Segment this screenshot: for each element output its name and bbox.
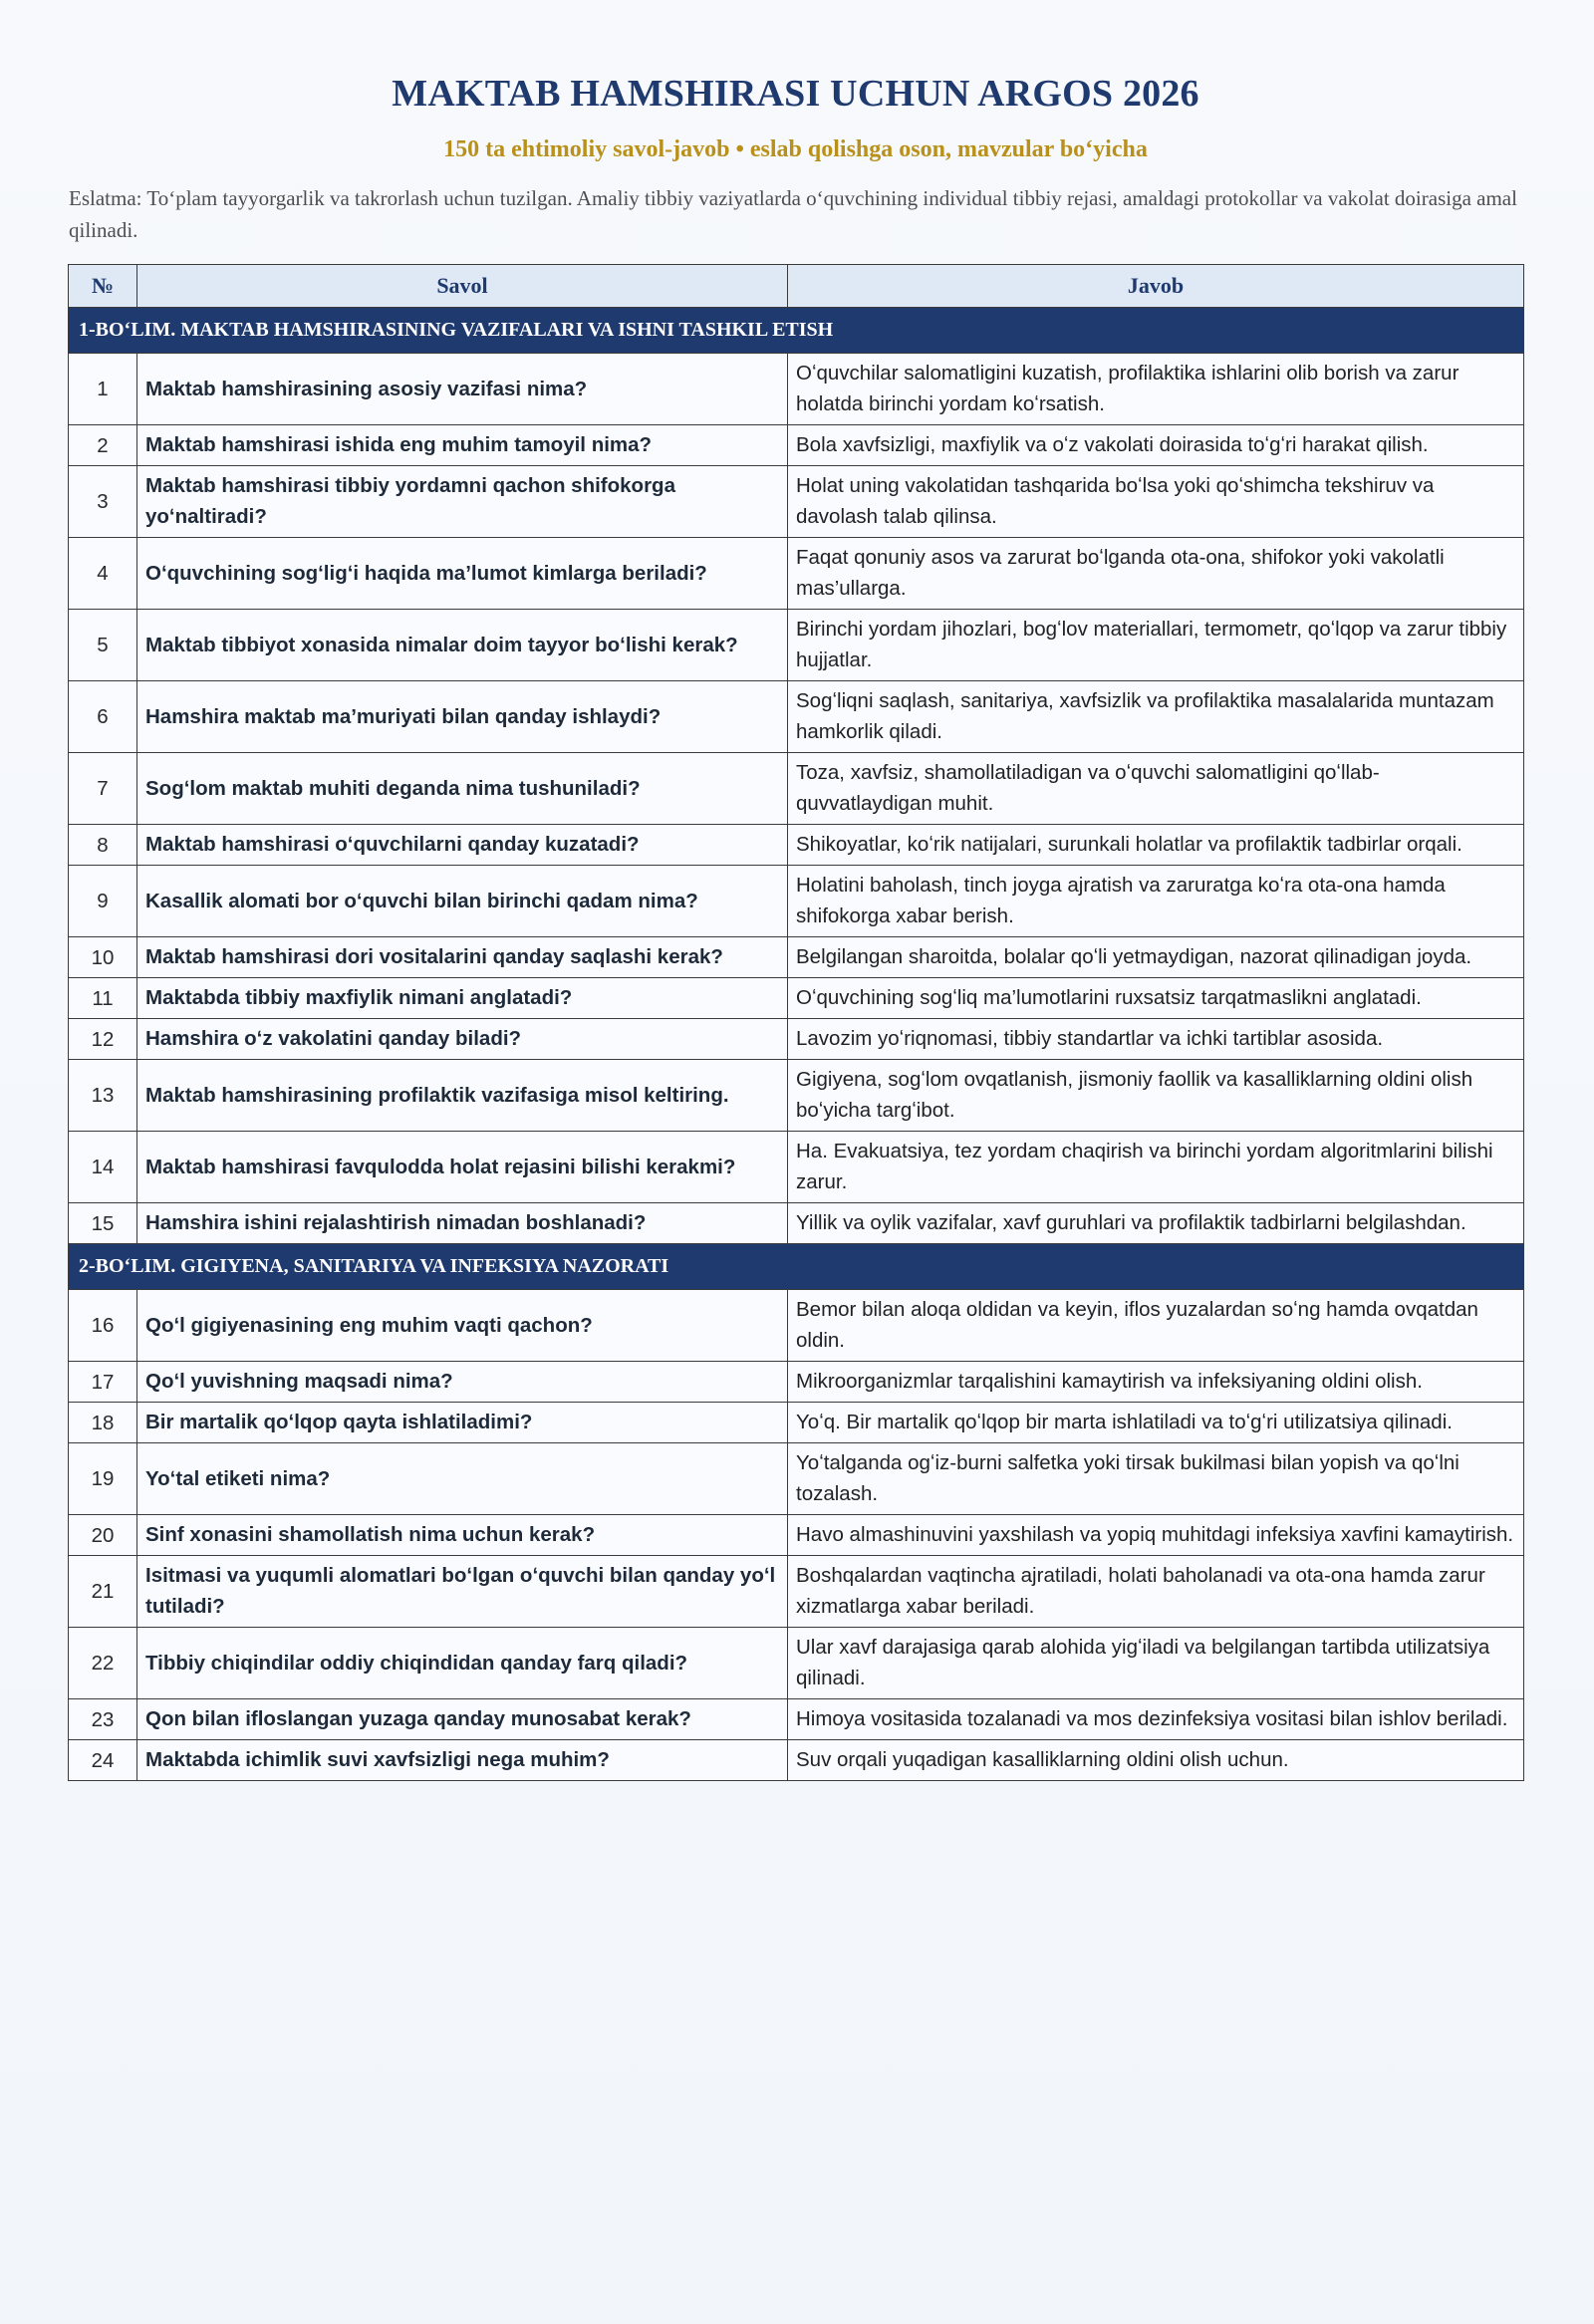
question-cell: Hamshira oʻz vakolatini qanday biladi? — [137, 1019, 788, 1060]
row-number-cell: 7 — [69, 753, 137, 825]
table-row — [69, 1060, 1524, 1132]
answer-cell: Ha. Evakuatsiya, tez yordam chaqirish va birinchi yordam algoritmlarini bilishi zarur. — [788, 1132, 1524, 1203]
document-subtitle: 150 ta ehtimoliy savol-javob • eslab qolishga oson, mavzular boʻyicha — [443, 136, 1148, 162]
row-number-cell: 11 — [69, 978, 137, 1019]
question-cell: Maktab hamshirasi tibbiy yordamni qachon shifokorga yoʻnaltiradi? — [137, 466, 788, 538]
table-row — [69, 1290, 1524, 1362]
answer-cell: Bemor bilan aloqa oldidan va keyin, iflos yuzalardan soʻng hamda ovqatdan oldin. — [788, 1290, 1524, 1362]
table-row — [69, 866, 1524, 937]
answer-cell: Holatini baholash, tinch joyga ajratish va zaruratga koʻra ota-ona hamda shifokorga xabar berish. — [788, 866, 1524, 937]
question-cell: Yoʻtal etiketi nima? — [137, 1443, 788, 1515]
table-header — [69, 265, 1524, 308]
answer-cell: Faqat qonuniy asos va zarurat boʻlganda ota-ona, shifokor yoki vakolatli mas’ullarga. — [788, 538, 1524, 610]
row-number-cell: 21 — [69, 1556, 137, 1628]
row-number-cell: 24 — [69, 1740, 137, 1781]
row-number-cell: 2 — [69, 425, 137, 466]
question-cell: Maktab hamshirasi oʻquvchilarni qanday kuzatadi? — [137, 825, 788, 866]
table-row — [69, 354, 1524, 425]
table-row — [69, 1515, 1524, 1556]
row-number-cell: 15 — [69, 1203, 137, 1244]
section-header-row — [69, 1244, 1524, 1290]
question-cell: Maktabda ichimlik suvi xavfsizligi nega muhim? — [137, 1740, 788, 1781]
answer-cell: Belgilangan sharoitda, bolalar qoʻli yetmaydigan, nazorat qilinadigan joyda. — [788, 937, 1524, 978]
document-page — [0, 71, 1594, 2324]
table-row — [69, 1628, 1524, 1699]
row-number-cell: 9 — [69, 866, 137, 937]
table-row — [69, 538, 1524, 610]
table-row — [69, 1203, 1524, 1244]
answer-cell: Yoʻq. Bir martalik qoʻlqop bir marta ishlatiladi va toʻgʻri utilizatsiya qilinadi. — [788, 1403, 1524, 1443]
answer-cell: Birinchi yordam jihozlari, bogʻlov materiallari, termometr, qoʻlqop va zarur tibbiy hujjatlar. — [788, 610, 1524, 681]
answer-cell: Yoʻtalganda ogʻiz-burni salfetka yoki tirsak bukilmasi bilan yopish va qoʻlni tozalash. — [788, 1443, 1524, 1515]
answer-cell: Boshqalardan vaqtincha ajratiladi, holati baholanadi va ota-ona hamda zarur xizmatlarga xabar beriladi. — [788, 1556, 1524, 1628]
document-note: Eslatma: Toʻplam tayyorgarlik va takrorlash uchun tuzilgan. Amaliy tibbiy vaziyatlarda oʻquvchining individual tibbiy rejasi, amaldagi protokollar va vakolat doirasiga amal qilinadi. — [69, 186, 1517, 242]
question-cell: Maktab hamshirasining profilaktik vazifasiga misol keltiring. — [137, 1060, 788, 1132]
row-number-cell: 20 — [69, 1515, 137, 1556]
table-row — [69, 425, 1524, 466]
table-row — [69, 610, 1524, 681]
question-cell: Maktab hamshirasining asosiy vazifasi nima? — [137, 354, 788, 425]
table-row — [69, 1019, 1524, 1060]
question-cell: Maktab tibbiyot xonasida nimalar doim tayyor boʻlishi kerak? — [137, 610, 788, 681]
question-cell: Isitmasi va yuqumli alomatlari boʻlgan oʻquvchi bilan qanday yoʻl tutiladi? — [137, 1556, 788, 1628]
table-row — [69, 937, 1524, 978]
row-number-cell: 23 — [69, 1699, 137, 1740]
answer-cell: Ular xavf darajasiga qarab alohida yigʻiladi va belgilangan tartibda utilizatsiya qilinadi. — [788, 1628, 1524, 1699]
question-cell: Tibbiy chiqindilar oddiy chiqindidan qanday farq qiladi? — [137, 1628, 788, 1699]
row-number-cell: 6 — [69, 681, 137, 753]
question-cell: Sogʻlom maktab muhiti deganda nima tushuniladi? — [137, 753, 788, 825]
section-header-row — [69, 308, 1524, 354]
answer-cell: Sogʻliqni saqlash, sanitariya, xavfsizlik va profilaktika masalalarida muntazam hamkorlik qiladi. — [788, 681, 1524, 753]
qa-table — [68, 264, 1524, 1781]
question-cell: Bir martalik qoʻlqop qayta ishlatiladimi? — [137, 1403, 788, 1443]
question-cell: Maktab hamshirasi ishida eng muhim tamoyil nima? — [137, 425, 788, 466]
document-title: MAKTAB HAMSHIRASI UCHUN ARGOS 2026 — [392, 73, 1199, 115]
answer-cell: Yillik va oylik vazifalar, xavf guruhlari va profilaktik tadbirlarni belgilashdan. — [788, 1203, 1524, 1244]
question-cell: Maktab hamshirasi dori vositalarini qanday saqlashi kerak? — [137, 937, 788, 978]
question-cell: Kasallik alomati bor oʻquvchi bilan birinchi qadam nima? — [137, 866, 788, 937]
row-number-cell: 1 — [69, 354, 137, 425]
answer-cell: Mikroorganizmlar tarqalishini kamaytirish va infeksiyaning oldini olish. — [788, 1362, 1524, 1403]
answer-cell: Bola xavfsizligi, maxfiylik va oʻz vakolati doirasida toʻgʻri harakat qilish. — [788, 425, 1524, 466]
row-number-cell: 18 — [69, 1403, 137, 1443]
row-number-cell: 12 — [69, 1019, 137, 1060]
question-cell: Maktabda tibbiy maxfiylik nimani anglatadi? — [137, 978, 788, 1019]
table-row — [69, 825, 1524, 866]
header-question: Savol — [137, 265, 788, 308]
answer-cell: Gigiyena, sogʻlom ovqatlanish, jismoniy faollik va kasalliklarning oldini olish boʻyicha targʻibot. — [788, 1060, 1524, 1132]
answer-cell: Himoya vositasida tozalanadi va mos dezinfeksiya vositasi bilan ishlov beriladi. — [788, 1699, 1524, 1740]
table-row — [69, 1740, 1524, 1781]
row-number-cell: 3 — [69, 466, 137, 538]
answer-cell: Shikoyatlar, koʻrik natijalari, surunkali holatlar va profilaktik tadbirlar orqali. — [788, 825, 1524, 866]
table-row — [69, 1443, 1524, 1515]
section-title: 2-BOʻLIM. GIGIYENA, SANITARIYA VA INFEKSIYA NAZORATI — [69, 1244, 1524, 1290]
answer-cell: Suv orqali yuqadigan kasalliklarning oldini olish uchun. — [788, 1740, 1524, 1781]
answer-cell: Holat uning vakolatidan tashqarida boʻlsa yoki qoʻshimcha tekshiruv va davolash talab qilinsa. — [788, 466, 1524, 538]
answer-cell: Havo almashinuvini yaxshilash va yopiq muhitdagi infeksiya xavfini kamaytirish. — [788, 1515, 1524, 1556]
row-number-cell: 22 — [69, 1628, 137, 1699]
table-header-row — [69, 265, 1524, 308]
row-number-cell: 17 — [69, 1362, 137, 1403]
table-row — [69, 681, 1524, 753]
header-number: № — [69, 265, 137, 308]
row-number-cell: 14 — [69, 1132, 137, 1203]
header-answer: Javob — [788, 265, 1524, 308]
table-row — [69, 1362, 1524, 1403]
question-cell: Maktab hamshirasi favqulodda holat rejasini bilishi kerakmi? — [137, 1132, 788, 1203]
table-row — [69, 978, 1524, 1019]
row-number-cell: 13 — [69, 1060, 137, 1132]
question-cell: Qon bilan ifloslangan yuzaga qanday munosabat kerak? — [137, 1699, 788, 1740]
answer-cell: Oʻquvchilar salomatligini kuzatish, profilaktika ishlarini olib borish va zarur holatda birinchi yordam koʻrsatish. — [788, 354, 1524, 425]
table-row — [69, 1699, 1524, 1740]
question-cell: Hamshira ishini rejalashtirish nimadan boshlanadi? — [137, 1203, 788, 1244]
section-title: 1-BOʻLIM. MAKTAB HAMSHIRASINING VAZIFALARI VA ISHNI TASHKIL ETISH — [69, 308, 1524, 354]
row-number-cell: 16 — [69, 1290, 137, 1362]
row-number-cell: 5 — [69, 610, 137, 681]
table-row — [69, 466, 1524, 538]
question-cell: Sinf xonasini shamollatish nima uchun kerak? — [137, 1515, 788, 1556]
table-row — [69, 753, 1524, 825]
row-number-cell: 8 — [69, 825, 137, 866]
question-cell: Hamshira maktab ma’muriyati bilan qanday ishlaydi? — [137, 681, 788, 753]
row-number-cell: 4 — [69, 538, 137, 610]
table-row — [69, 1132, 1524, 1203]
row-number-cell: 10 — [69, 937, 137, 978]
answer-cell: Toza, xavfsiz, shamollatiladigan va oʻquvchi salomatligini qoʻllab-quvvatlaydigan muhit. — [788, 753, 1524, 825]
answer-cell: Oʻquvchining sogʻliq ma’lumotlarini ruxsatsiz tarqatmaslikni anglatadi. — [788, 978, 1524, 1019]
table-body — [69, 308, 1524, 1781]
table-row — [69, 1403, 1524, 1443]
question-cell: Qoʻl yuvishning maqsadi nima? — [137, 1362, 788, 1403]
row-number-cell: 19 — [69, 1443, 137, 1515]
question-cell: Qoʻl gigiyenasining eng muhim vaqti qachon? — [137, 1290, 788, 1362]
question-cell: Oʻquvchining sogʻligʻi haqida ma’lumot kimlarga beriladi? — [137, 538, 788, 610]
answer-cell: Lavozim yoʻriqnomasi, tibbiy standartlar va ichki tartiblar asosida. — [788, 1019, 1524, 1060]
table-row — [69, 1556, 1524, 1628]
